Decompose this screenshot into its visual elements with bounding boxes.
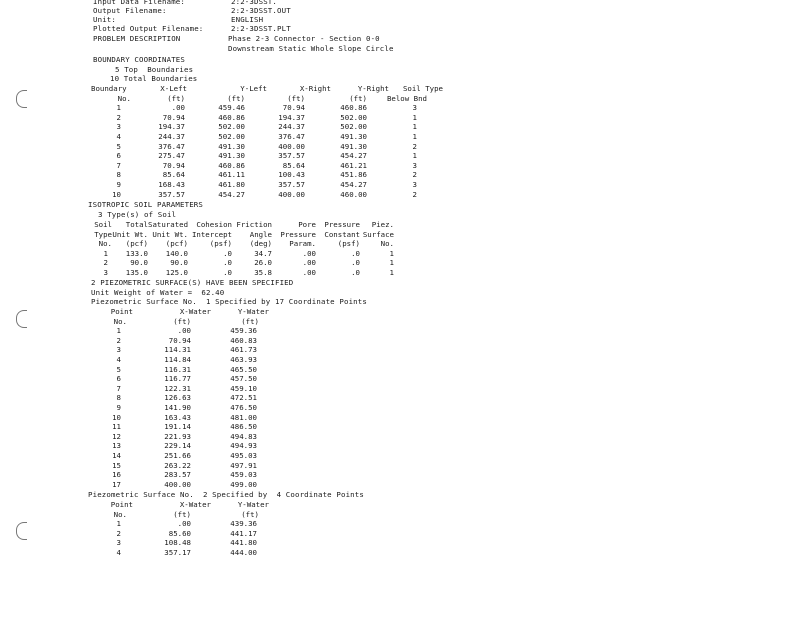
piezo-row: [93, 451, 269, 461]
col-header-y-left: Y-Left: [240, 84, 267, 93]
table-cell: 10: [112, 412, 121, 422]
soil-table: [88, 220, 394, 278]
table-cell: 70.94: [162, 160, 185, 170]
table-cell: 70.94: [168, 335, 191, 345]
table-cell: 461.11: [218, 170, 245, 180]
boundary-row: [91, 113, 443, 123]
piezo1-header-row-2: [93, 317, 269, 327]
unit-value: ENGLISH: [231, 15, 264, 24]
piezo-row: [93, 365, 269, 375]
col-header-x-water: X-Water: [179, 500, 211, 509]
column-header: Constant: [324, 229, 360, 239]
punch-hole-mark: [16, 90, 27, 108]
table-cell: 1: [116, 519, 121, 529]
table-cell: 460.00: [340, 189, 367, 199]
boundary-header-row-1: [91, 84, 443, 94]
piezo-row: [93, 403, 269, 413]
piezo-row: [93, 384, 269, 394]
piezo-row: [93, 470, 269, 480]
table-cell: 376.47: [278, 131, 305, 141]
table-cell: 70.94: [282, 103, 305, 113]
col-header-soil-type: Soil Type: [402, 84, 443, 93]
plotted-filename-label: Plotted Output Filename:: [93, 24, 204, 33]
table-cell: 2: [116, 528, 121, 538]
table-cell: 502.00: [218, 131, 245, 141]
column-header: (psf): [337, 239, 360, 249]
table-cell: 229.14: [164, 441, 191, 451]
boundary-table: [91, 84, 443, 199]
boundary-row: [91, 161, 443, 171]
table-cell: 1: [103, 248, 108, 258]
boundary-table-body: [91, 103, 443, 199]
table-cell: 3: [412, 179, 417, 189]
table-cell: .0: [223, 258, 232, 268]
table-cell: 1: [389, 267, 394, 277]
col-header-point: Point: [110, 307, 133, 316]
table-cell: 114.31: [164, 345, 191, 355]
column-header: Soil: [94, 220, 112, 229]
soil-header-row-2: [88, 230, 394, 240]
table-cell: 499.00: [230, 479, 257, 489]
piezo-row: [93, 461, 269, 471]
column-header: Pore: [298, 220, 316, 229]
column-header: Friction: [236, 220, 272, 229]
output-filename-value: 2:2-3DSST.OUT: [231, 6, 291, 15]
table-cell: 4: [116, 131, 121, 141]
table-cell: 357.57: [278, 151, 305, 161]
column-header: (psf): [209, 239, 232, 249]
table-cell: 125.0: [165, 267, 188, 277]
table-cell: 1: [389, 248, 394, 258]
column-header: Saturated: [148, 220, 189, 229]
table-cell: .0: [351, 258, 360, 268]
table-cell: .0: [351, 248, 360, 258]
table-cell: 7: [116, 160, 121, 170]
table-cell: 491.30: [340, 141, 367, 151]
column-header: Piez.: [371, 220, 394, 229]
table-cell: 460.86: [218, 160, 245, 170]
col-unit-no: No.: [117, 93, 131, 103]
table-cell: 459.03: [230, 470, 257, 480]
table-cell: 491.30: [340, 131, 367, 141]
column-header: No.: [98, 239, 112, 249]
table-cell: 17: [112, 479, 121, 489]
table-cell: .00: [171, 103, 185, 113]
boundary-row: [91, 132, 443, 142]
col-header-y-right: Y-Right: [357, 84, 389, 93]
table-cell: 4: [116, 354, 121, 364]
table-cell: 1: [412, 131, 417, 141]
boundary-row: [91, 180, 443, 190]
soil-header-row-1: [88, 220, 394, 230]
table-cell: 194.37: [158, 122, 185, 132]
problem-line1: Phase 2-3 Connector - Section 0-0: [228, 34, 380, 43]
table-cell: 16: [112, 470, 121, 480]
boundary-row: [91, 170, 443, 180]
table-cell: 494.93: [230, 441, 257, 451]
table-cell: 454.27: [340, 179, 367, 189]
boundary-total-count: 10 Total Boundaries: [110, 74, 198, 83]
table-cell: 1: [412, 112, 417, 122]
table-cell: 486.50: [230, 422, 257, 432]
column-header: Pressure: [324, 220, 360, 229]
table-cell: 400.00: [278, 189, 305, 199]
unit-line: [93, 15, 264, 24]
table-cell: 191.14: [164, 422, 191, 432]
boundary-row: [91, 190, 443, 200]
boundary-top-count: 5 Top Boundaries: [115, 65, 194, 74]
table-cell: 122.31: [164, 383, 191, 393]
table-cell: 472.51: [230, 393, 257, 403]
table-cell: 481.00: [230, 412, 257, 422]
table-cell: 1: [116, 326, 121, 336]
table-cell: 476.50: [230, 402, 257, 412]
col-unit-ft: (ft): [349, 93, 367, 103]
column-header: Pressure: [280, 229, 316, 239]
table-cell: 441.80: [230, 538, 257, 548]
column-header: Angle: [249, 229, 272, 239]
soil-title: ISOTROPIC SOIL PARAMETERS: [88, 200, 203, 209]
table-cell: 6: [116, 374, 121, 384]
table-cell: 2: [116, 112, 121, 122]
table-cell: 35.8: [254, 267, 272, 277]
piezo-surface1-title: Piezometric Surface No. 1 Specified by 17 Coordinate Points: [91, 297, 367, 306]
table-cell: 2: [412, 189, 417, 199]
table-cell: .00: [302, 267, 316, 277]
table-cell: 2: [412, 141, 417, 151]
soil-row: [88, 258, 394, 268]
boundary-row: [91, 151, 443, 161]
column-header: Cohesion: [196, 220, 232, 229]
soil-header-row-3: [88, 239, 394, 249]
table-cell: 283.57: [164, 470, 191, 480]
table-cell: 502.00: [218, 122, 245, 132]
table-cell: 8: [116, 393, 121, 403]
table-cell: 135.0: [125, 267, 148, 277]
table-cell: 461.73: [230, 345, 257, 355]
table-cell: 459.46: [218, 103, 245, 113]
table-cell: 502.00: [340, 122, 367, 132]
table-cell: 461.21: [340, 160, 367, 170]
table-cell: 461.80: [218, 179, 245, 189]
output-filename-line: [93, 6, 291, 15]
piezo-row: [93, 529, 269, 539]
table-cell: 3: [103, 267, 108, 277]
table-cell: 5: [116, 364, 121, 374]
col-header-boundary: Boundary: [91, 84, 127, 93]
table-cell: 1: [412, 151, 417, 161]
table-cell: 168.43: [158, 179, 185, 189]
table-cell: 2: [116, 335, 121, 345]
table-cell: 116.31: [164, 364, 191, 374]
table-cell: 126.63: [164, 393, 191, 403]
table-cell: .00: [177, 326, 191, 336]
input-filename-label: Input Data Filename:: [93, 0, 185, 6]
piezo-surface2-table: [93, 500, 269, 558]
piezo-row: [93, 355, 269, 365]
table-cell: 7: [116, 383, 121, 393]
piezo-surface2-title: Piezometric Surface No. 2 Specified by 4 Coordinate Points: [88, 490, 364, 499]
table-cell: 497.91: [230, 460, 257, 470]
soil-row: [88, 249, 394, 259]
col-unit-ft: (ft): [167, 93, 185, 103]
col-unit-ft: (ft): [241, 316, 259, 326]
table-cell: 465.50: [230, 364, 257, 374]
table-cell: 9: [116, 402, 121, 412]
table-cell: 90.0: [130, 258, 148, 268]
table-cell: 460.86: [340, 103, 367, 113]
problem-line: [93, 34, 380, 43]
piezo-row: [93, 413, 269, 423]
table-cell: 85.64: [162, 170, 185, 180]
table-cell: 400.00: [164, 479, 191, 489]
boundary-row: [91, 122, 443, 132]
table-cell: 275.47: [158, 151, 185, 161]
table-cell: 1: [412, 122, 417, 132]
table-cell: 8: [116, 170, 121, 180]
table-cell: 459.36: [230, 326, 257, 336]
table-cell: 451.86: [340, 170, 367, 180]
col-unit-ft: (ft): [287, 93, 305, 103]
soil-table-body: [88, 249, 394, 278]
piezo-row: [93, 422, 269, 432]
table-cell: 12: [112, 431, 121, 441]
table-cell: 90.0: [170, 258, 188, 268]
table-cell: 3: [412, 103, 417, 113]
table-cell: 454.27: [218, 189, 245, 199]
table-cell: 140.0: [165, 248, 188, 258]
col-header-x-right: X-Right: [299, 84, 331, 93]
table-cell: 133.0: [125, 248, 148, 258]
column-header: Type: [94, 229, 112, 239]
plotted-filename-value: 2:2-3DSST.PLT: [231, 24, 291, 33]
column-header: (deg): [249, 239, 272, 249]
column-header: Unit Wt.: [112, 229, 148, 239]
table-cell: 439.36: [230, 519, 257, 529]
col-unit-below-bnd: Below Bnd: [386, 93, 427, 103]
col-unit-ft: (ft): [227, 93, 245, 103]
column-header: (pcf): [125, 239, 148, 249]
punch-hole-mark: [16, 310, 27, 328]
table-cell: 454.27: [340, 151, 367, 161]
col-unit-ft: (ft): [173, 509, 191, 519]
table-cell: 13: [112, 441, 121, 451]
piezo-row: [93, 538, 269, 548]
table-cell: 244.37: [278, 122, 305, 132]
boundary-header-row-2: [91, 94, 443, 104]
col-unit-ft: (ft): [173, 316, 191, 326]
col-unit-no: No.: [113, 509, 127, 519]
table-cell: 70.94: [162, 112, 185, 122]
piezo-unit-weight: Unit Weight of Water = 62.40: [91, 288, 225, 297]
piezo-row: [93, 374, 269, 384]
table-cell: 141.90: [164, 402, 191, 412]
table-cell: .00: [302, 258, 316, 268]
col-unit-no: No.: [113, 316, 127, 326]
table-cell: 194.37: [278, 112, 305, 122]
table-cell: 460.83: [230, 335, 257, 345]
table-cell: 3: [116, 122, 121, 132]
soil-type-count: 3 Type(s) of Soil: [98, 210, 177, 219]
column-header: Total: [125, 220, 148, 229]
table-cell: 460.86: [218, 112, 245, 122]
table-cell: 244.37: [158, 131, 185, 141]
piezo-row: [93, 345, 269, 355]
table-cell: 9: [116, 179, 121, 189]
piezo-row: [93, 393, 269, 403]
table-cell: 15: [112, 460, 121, 470]
column-header: Surface: [362, 229, 394, 239]
table-cell: 491.30: [218, 151, 245, 161]
column-header: No.: [380, 239, 394, 249]
table-cell: 108.48: [164, 538, 191, 548]
table-cell: 3: [412, 160, 417, 170]
piezo-row: [93, 441, 269, 451]
table-cell: 263.22: [164, 460, 191, 470]
table-cell: 34.7: [254, 248, 272, 258]
table-cell: 502.00: [340, 112, 367, 122]
table-cell: 495.03: [230, 450, 257, 460]
output-filename-label: Output Filename:: [93, 6, 167, 15]
problem-label: PROBLEM DESCRIPTION: [93, 34, 181, 43]
piezo-row: [93, 548, 269, 558]
table-cell: 457.50: [230, 374, 257, 384]
col-header-x-left: X-Left: [160, 84, 187, 93]
table-cell: 4: [116, 547, 121, 557]
table-cell: 463.93: [230, 354, 257, 364]
table-cell: 85.60: [168, 528, 191, 538]
piezo2-header-row-1: [93, 500, 269, 510]
col-unit-ft: (ft): [241, 509, 259, 519]
table-cell: 376.47: [158, 141, 185, 151]
table-cell: .0: [351, 267, 360, 277]
table-cell: .00: [177, 519, 191, 529]
soil-row: [88, 268, 394, 278]
input-filename-value: 2:2-3DSST.: [231, 0, 277, 6]
table-cell: 221.93: [164, 431, 191, 441]
piezo-surface1-table: [93, 307, 269, 489]
punch-hole-mark: [16, 522, 27, 540]
piezo2-header-row-2: [93, 510, 269, 520]
table-cell: .0: [223, 267, 232, 277]
table-cell: 116.77: [164, 374, 191, 384]
piezo-row: [93, 326, 269, 336]
plotted-filename-line: [93, 24, 291, 33]
table-cell: 491.30: [218, 141, 245, 151]
piezo-surface2-body: [93, 519, 269, 557]
table-cell: 441.17: [230, 528, 257, 538]
table-cell: 357.17: [164, 547, 191, 557]
table-cell: 1: [116, 103, 121, 113]
col-header-y-water: Y-Water: [237, 307, 269, 316]
table-cell: 2: [412, 170, 417, 180]
table-cell: 357.57: [278, 179, 305, 189]
piezo-surface1-body: [93, 326, 269, 489]
table-cell: 1: [389, 258, 394, 268]
table-cell: .0: [223, 248, 232, 258]
piezo1-header-row-1: [93, 307, 269, 317]
table-cell: 6: [116, 151, 121, 161]
boundary-row: [91, 142, 443, 152]
column-header: Unit Wt.: [152, 229, 188, 239]
piezo-row: [93, 432, 269, 442]
table-cell: 10: [112, 189, 121, 199]
column-header: Intercept: [191, 229, 232, 239]
column-header: Param.: [289, 239, 316, 249]
piezo-row: [93, 480, 269, 490]
table-cell: 85.64: [282, 160, 305, 170]
table-cell: 400.00: [278, 141, 305, 151]
col-header-y-water: Y-Water: [237, 500, 269, 509]
table-cell: 11: [112, 422, 121, 432]
piezo-row: [93, 336, 269, 346]
boundary-title: BOUNDARY COORDINATES: [93, 55, 185, 64]
table-cell: 163.43: [164, 412, 191, 422]
col-header-x-water: X-Water: [179, 307, 211, 316]
table-cell: 3: [116, 538, 121, 548]
table-cell: 251.66: [164, 450, 191, 460]
piezo-specified: 2 PIEZOMETRIC SURFACE(S) HAVE BEEN SPECIFIED: [91, 278, 294, 287]
table-cell: 100.43: [278, 170, 305, 180]
table-cell: .00: [302, 248, 316, 258]
piezo-row: [93, 519, 269, 529]
problem-line2: Downstream Static Whole Slope Circle: [228, 44, 394, 53]
col-header-point: Point: [110, 500, 133, 509]
table-cell: 5: [116, 141, 121, 151]
table-cell: 2: [103, 258, 108, 268]
table-cell: 494.83: [230, 431, 257, 441]
table-cell: 114.84: [164, 354, 191, 364]
boundary-row: [91, 103, 443, 113]
table-cell: 357.57: [158, 189, 185, 199]
table-cell: 26.0: [254, 258, 272, 268]
table-cell: 14: [112, 450, 121, 460]
unit-label: Unit:: [93, 15, 116, 24]
table-cell: 459.10: [230, 383, 257, 393]
table-cell: 444.00: [230, 547, 257, 557]
table-cell: 3: [116, 345, 121, 355]
column-header: (pcf): [165, 239, 188, 249]
